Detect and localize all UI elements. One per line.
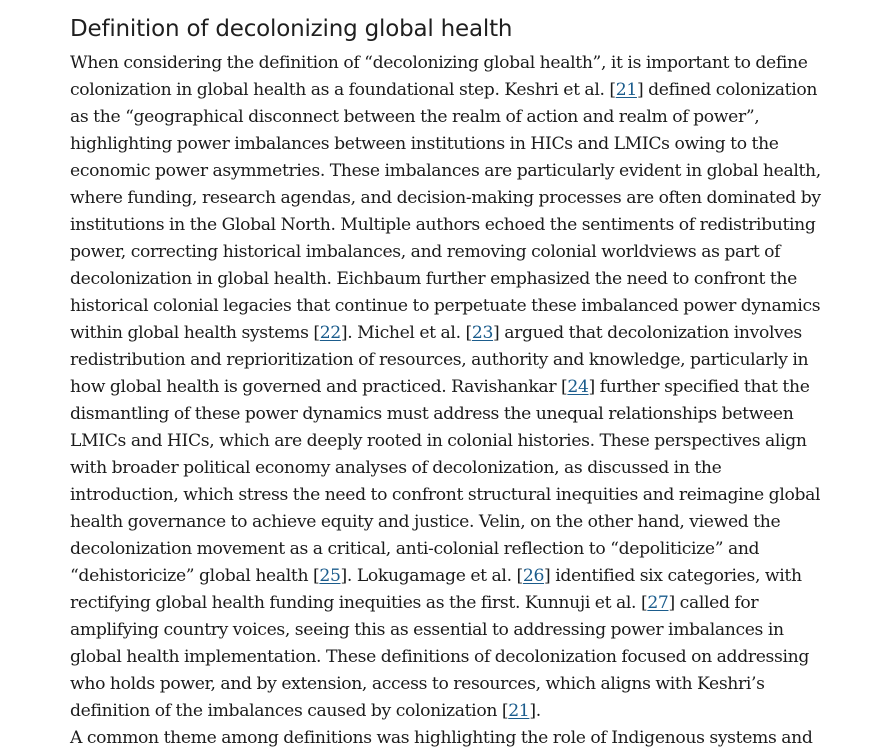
paragraph-text: ] called for amplifying country voices, seeing this as essential to addressing power imbalances in global health implementation. These definitions of decolonization focused on addressing who holds power, and by extension, access to resources, which aligns with Keshri’s definition of the imbalances caused by colonization [	[70, 593, 810, 721]
citation-link-27[interactable]: 27	[647, 593, 669, 613]
citation-link-21[interactable]: 21	[615, 80, 637, 100]
citation-link-24[interactable]: 24	[567, 377, 589, 397]
next-paragraph: A common theme among definitions was highlighting the role of Indigenous systems and	[70, 728, 813, 748]
paragraph-text: ] further specified that the dismantling of these power dynamics must address the unequal relationships between LMICs and HICs, which are deeply rooted in colonial histories. These perspectives align with broader political economy analyses of decolonization, as discussed in the introduction, which stress the need to confront structural inequities and reimagine global health governance to achieve equity and justice. Velin, on the other hand, viewed the decolonization movement as a critical, anti-colonial reflection to “depoliticize” and “dehistoricize” global health [	[70, 377, 821, 586]
citation-link-25[interactable]: 25	[319, 566, 341, 586]
paragraph-text: ]. Lokugamage et al. [	[340, 566, 523, 586]
citation-link-22[interactable]: 22	[319, 323, 341, 343]
paragraph	[70, 50, 830, 725]
paragraph-text: ] identified six categories, with rectifying global health funding inequities as the first. Kunnuji et al. [	[70, 566, 802, 613]
paragraph-text: ]. Michel et al. [	[340, 323, 472, 343]
paragraph-text: ].	[529, 701, 541, 721]
paragraph-text: ] defined colonization as the “geographical disconnect between the realm of action and realm of power”, highlighting power imbalances between institutions in HICs and LMICs owing to the economic power asymmetries. These imbalances are particularly evident in global health, where funding, research agendas, and decision-making processes are often dominated by institutions in the Global North. Multiple authors echoed the sentiments of redistributing power, correcting historical imbalances, and removing colonial worldviews as part of decolonization in global health. Eichbaum further emphasized the need to confront the historical colonial legacies that continue to perpetuate these imbalanced power dynamics within global health systems [	[70, 80, 821, 343]
article-section	[70, 12, 830, 752]
paragraph-text: ] argued that decolonization involves redistribution and reprioritization of resources, authority and knowledge, particularly in how global health is governed and practiced. Ravishankar [	[70, 323, 809, 397]
citation-link-23[interactable]: 23	[471, 323, 494, 343]
section-heading: Definition of decolonizing global health	[70, 16, 513, 42]
citation-link-21b[interactable]: 21	[508, 701, 530, 721]
paragraph-text: When considering the definition of “decolonizing global health”, it is important to define colonization in global health as a foundational step. Keshri et al. [	[70, 53, 808, 100]
citation-link-26[interactable]: 26	[522, 566, 545, 586]
